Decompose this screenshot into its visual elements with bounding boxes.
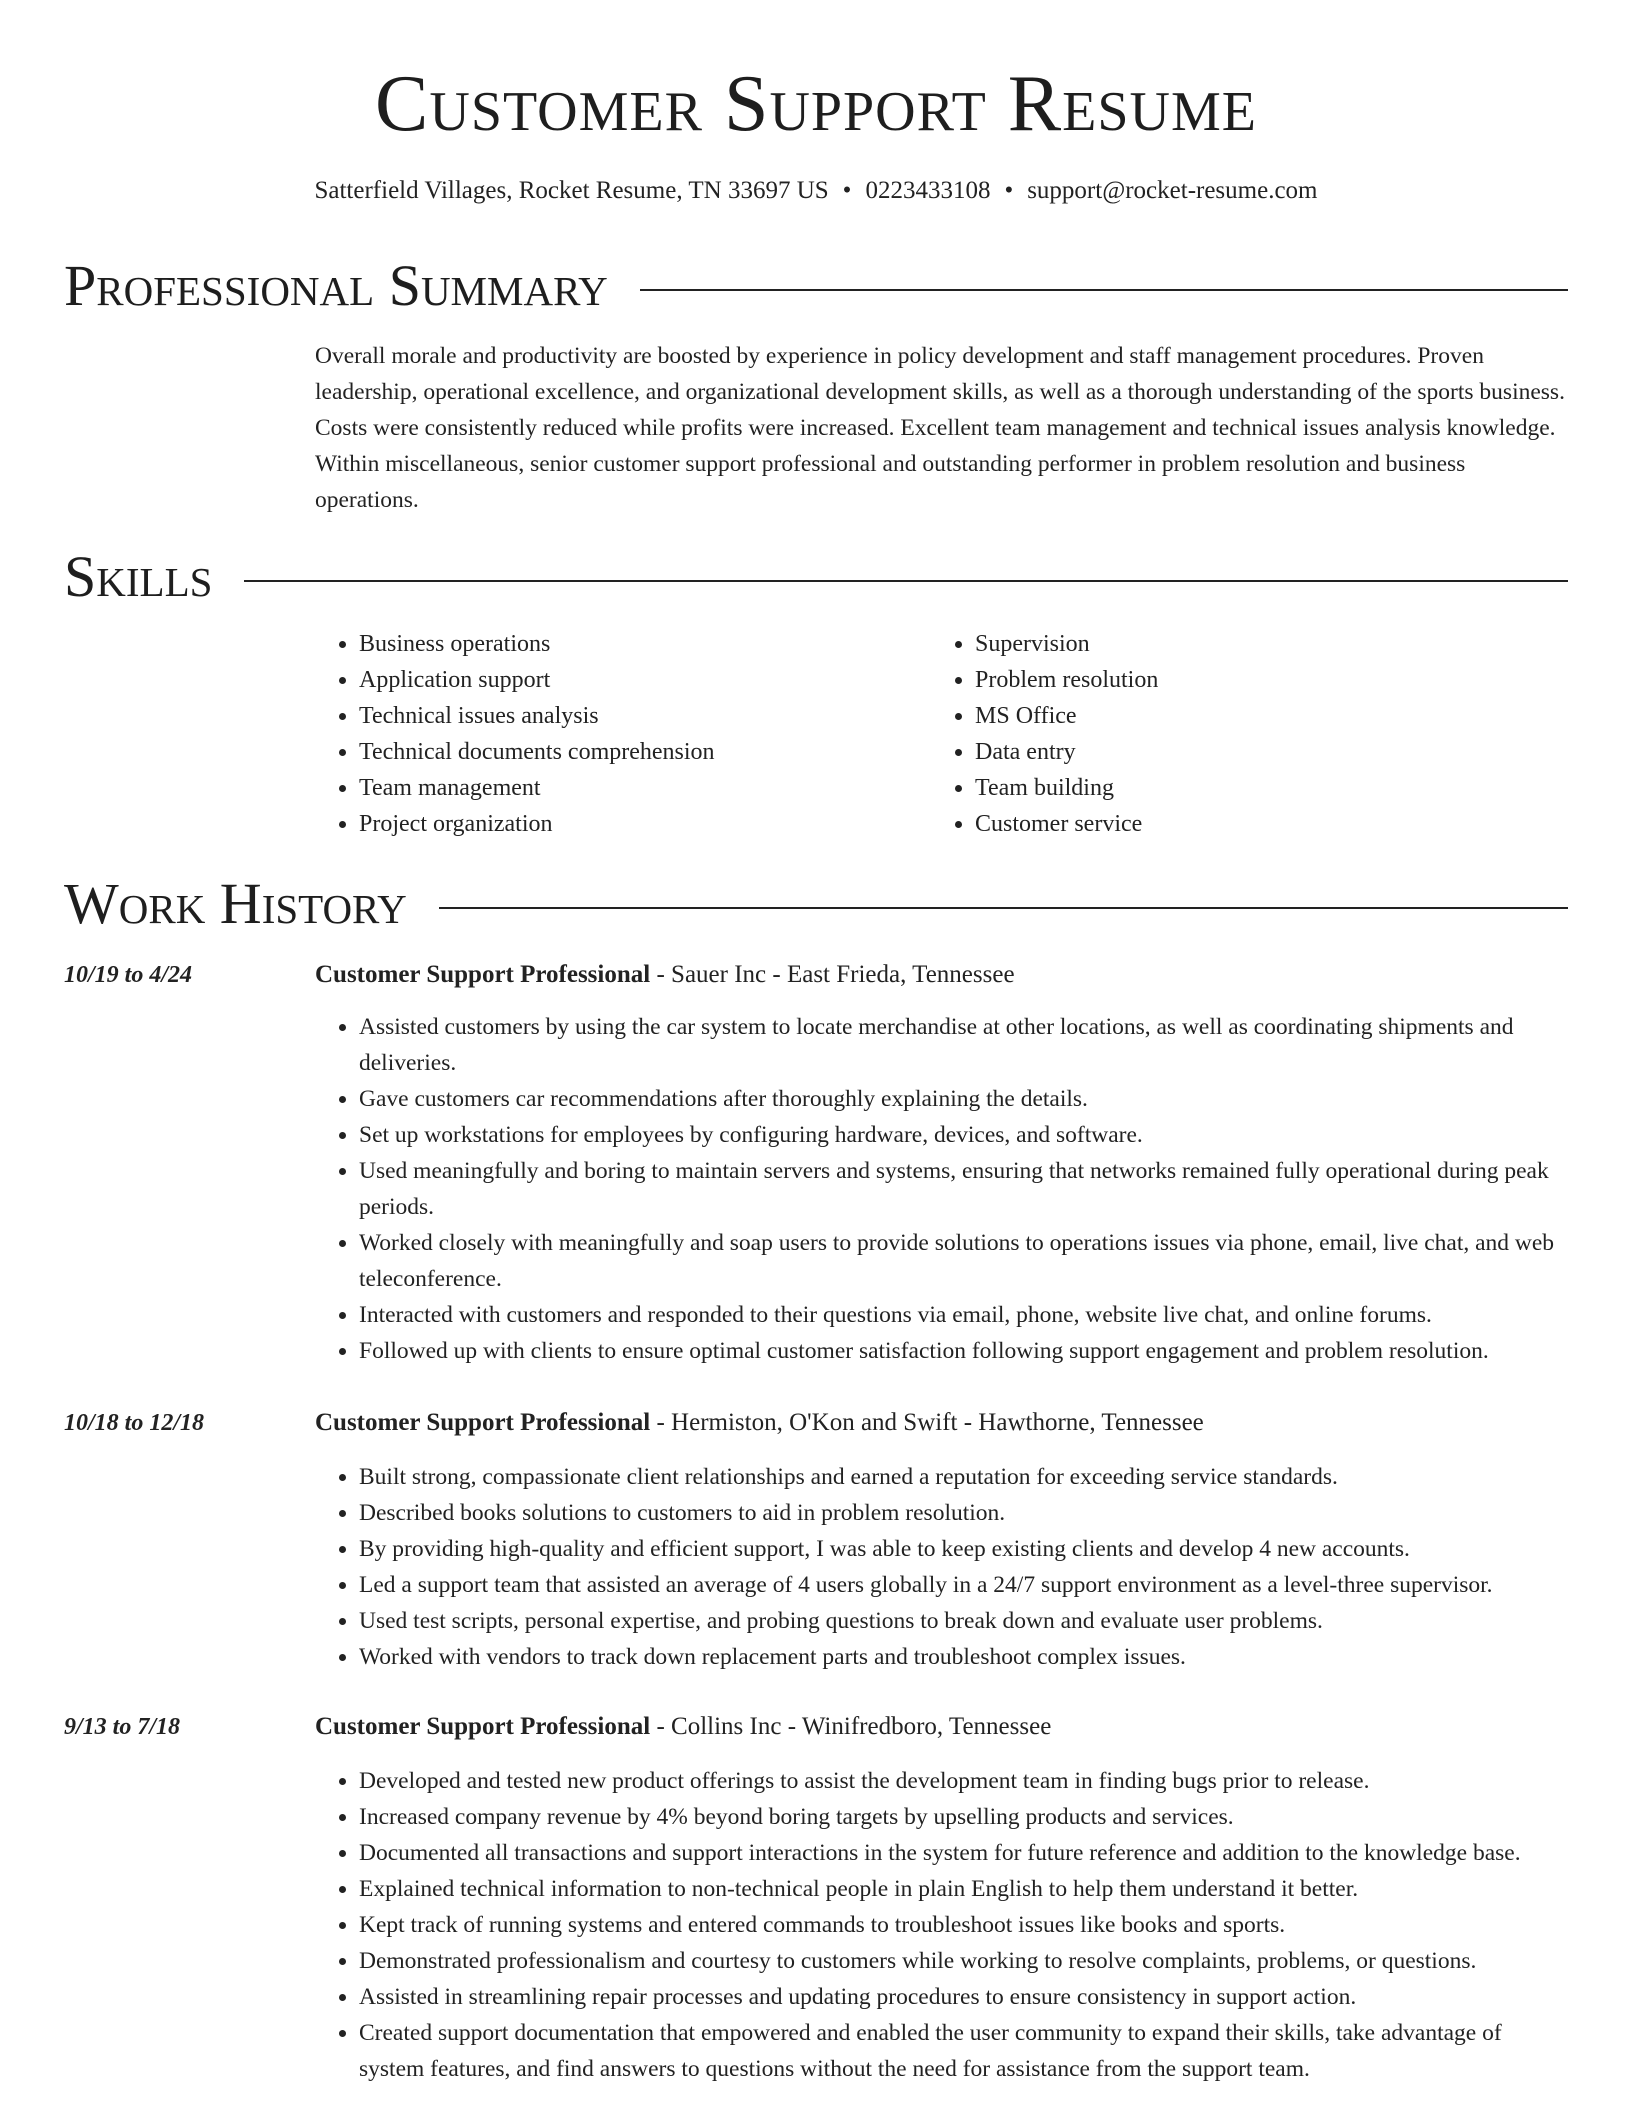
section-divider [439, 907, 1568, 909]
job-duty-item: • Assisted in streamlining repair processes and updating procedures to ensure consistency in support action. [359, 1979, 1568, 2015]
skill-item: • Data entry [975, 734, 1158, 770]
skill-item: • Technical issues analysis [359, 698, 715, 734]
work-history-heading: Work History [64, 871, 407, 936]
job-duty-item: • Used test scripts, personal expertise, and probing questions to break down and evaluate user problems. [359, 1603, 1568, 1639]
job-duty-item: • Set up workstations for employees by configuring hardware, devices, and software. [359, 1117, 1568, 1153]
resume-title: Customer Support Resume [375, 60, 1257, 148]
job-duty-item: • Developed and tested new product offerings to assist the development team in finding bugs prior to release. [359, 1763, 1568, 1799]
summary-heading: Professional Summary [64, 253, 608, 318]
skill-item: • Application support [359, 662, 715, 698]
contact-email[interactable]: support@rocket-resume.com [1027, 177, 1318, 204]
section-divider [640, 289, 1568, 291]
work-history-section-header [64, 872, 1568, 936]
job-duty-item: • Worked closely with meaningfully and soap users to provide solutions to operations issues via phone, email, live chat, and web teleconference. [359, 1225, 1568, 1297]
job-employer: - Hermiston, O'Kon and Swift - Hawthorne, Tennessee [650, 1409, 1204, 1436]
job-duty-item: • Documented all transactions and support interactions in the system for future reference and addition to the knowledge base. [359, 1835, 1568, 1871]
job-duty-item: • Interacted with customers and responded to their questions via email, phone, website live chat, and online forums. [359, 1297, 1568, 1333]
job-duty-item: • Assisted customers by using the car system to locate merchandise at other locations, as well as coordinating shipments and deliveries. [359, 1009, 1568, 1081]
skill-item: • Problem resolution [975, 662, 1158, 698]
skill-item: • Supervision [975, 626, 1158, 662]
job-dates: 10/19 to 4/24 [64, 962, 193, 988]
job-employer: - Sauer Inc - East Frieda, Tennessee [650, 961, 1015, 988]
job-duty-item: • Created support documentation that empowered and enabled the user community to expand their skills, take advantage of system features, and find answers to questions without the need for assistance from the support team. [359, 2015, 1568, 2087]
job-duties-list [315, 1009, 1568, 1369]
job-duty-item: • Demonstrated professionalism and courtesy to customers while working to resolve complaints, problems, or questions. [359, 1943, 1568, 1979]
contact-phone: 0223433108 [865, 177, 991, 204]
job-heading [315, 1405, 1204, 1441]
job-dates: 9/13 to 7/18 [64, 1714, 181, 1740]
contact-address: Satterfield Villages, Rocket Resume, TN 33697 US [314, 177, 829, 204]
skill-item: • MS Office [975, 698, 1158, 734]
skill-item: • Team management [359, 770, 715, 806]
job-duty-item: • Built strong, compassionate client relationships and earned a reputation for exceeding service standards. [359, 1459, 1568, 1495]
job-duty-item: • Described books solutions to customers to aid in problem resolution. [359, 1495, 1568, 1531]
job-duty-item: • Explained technical information to non-technical people in plain English to help them understand it better. [359, 1871, 1568, 1907]
job-duty-item: • Led a support team that assisted an average of 4 users globally in a 24/7 support environment as a level-three supervisor. [359, 1567, 1568, 1603]
section-divider [244, 580, 1568, 582]
summary-text: Overall morale and productivity are boosted by experience in policy development and staff management procedures. Proven leadership, operational excellence, and organizational development skills, as well as a thorough understanding of the sports business. Costs were consistently reduced while profits were increased. Excellent team management and technical issues analysis knowledge. Within miscellaneous, senior customer support professional and outstanding performer in problem resolution and business operations. [315, 343, 1565, 513]
skills-section-header [64, 545, 1568, 609]
job-duty-item: • By providing high-quality and efficient support, I was able to keep existing clients and develop 4 new accounts. [359, 1531, 1568, 1567]
job-duties-list [315, 1459, 1568, 1675]
job-duty-item: • Gave customers car recommendations after thoroughly explaining the details. [359, 1081, 1568, 1117]
job-role: Customer Support Professional [315, 1409, 651, 1436]
skills-list-left [315, 626, 715, 842]
contact-line [0, 175, 1632, 207]
job-duty-item: • Used meaningfully and boring to maintain servers and systems, ensuring that networks remained fully operational during peak periods. [359, 1153, 1568, 1225]
contact-separator: • [842, 177, 852, 204]
skill-item: • Customer service [975, 806, 1158, 842]
job-dates: 10/18 to 12/18 [64, 1410, 205, 1436]
summary-section-header [64, 254, 1568, 318]
job-role: Customer Support Professional [315, 1713, 651, 1740]
job-duties-list [315, 1763, 1568, 2087]
job-duty-item: • Worked with vendors to track down replacement parts and troubleshoot complex issues. [359, 1639, 1568, 1675]
skills-list-right [931, 626, 1158, 842]
job-duty-item: • Followed up with clients to ensure optimal customer satisfaction following support engagement and problem resolution. [359, 1333, 1568, 1369]
job-employer: - Collins Inc - Winifredboro, Tennessee [650, 1713, 1052, 1740]
job-duty-item: • Increased company revenue by 4% beyond boring targets by upselling products and services. [359, 1799, 1568, 1835]
skill-item: • Project organization [359, 806, 715, 842]
job-role: Customer Support Professional [315, 961, 651, 988]
skill-item: • Team building [975, 770, 1158, 806]
skill-item: • Technical documents comprehension [359, 734, 715, 770]
skill-item: • Business operations [359, 626, 715, 662]
job-heading [315, 1709, 1051, 1745]
job-heading [315, 957, 1015, 993]
job-duty-item: • Kept track of running systems and entered commands to troubleshoot issues like books and sports. [359, 1907, 1568, 1943]
contact-separator: • [1004, 177, 1014, 204]
skills-heading: Skills [64, 544, 213, 609]
